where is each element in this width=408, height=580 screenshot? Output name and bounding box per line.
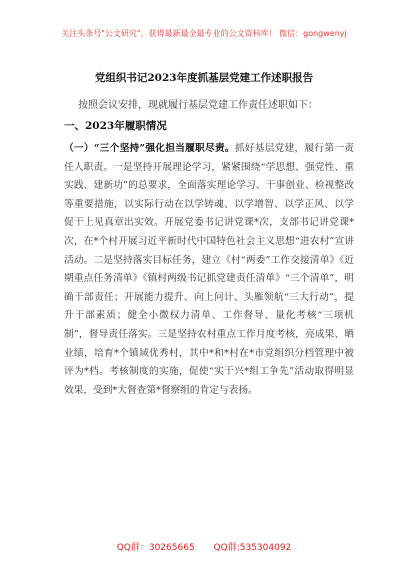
promo-banner: 关注头条号"公文研究"，获得最新最全最专业的公文资料库！ 微信：gongwenyj bbox=[61, 29, 347, 38]
subsection-heading: （一）“三个坚持”强化担当履职尽责。 bbox=[64, 143, 235, 154]
section-heading: 一、2023年履职情况 bbox=[64, 120, 167, 132]
body-text: 抓好基层党建，履行第一责任人职责。一是坚持开展理论学习，紧紧围绕“学思想、强党性、重实践、建新功”的总要求，全面落实理论学习、干事创业、检视整改等重要措施，以实际行动在以学铸魂、以学增智、以学正风、以学促干上见真章出实效。开展党委书记讲党课*次，支部书记讲党课*次，在*个村开展习近平新时代中国特色社会主义思想“进农村”宣讲活动。二是坚持落实目标任务，建立《村“两委”工作交接清单》《近期重点任务清单》《镇村两级书记抓党建责任清单》“三个清单”，明确干部责任；开展能力提升、向上问计、头雁领航“三大行动”，提升干部素质；健全小微权力清单、工作督导、量化考核“三项机制”，督导责任落实。三是坚持农村重点工作月度考核，亮成果、晒业绩，培育*个镇域优秀村，其中*和*村在*市党组织分档管理中被评为*档。考核制度的实施，促使“实干兴*组工争先”活动取得明显效果，受到*大督查第*督察组的肯定与表扬。 bbox=[64, 143, 354, 396]
footer-qq-group-1: QQ群：30265665 bbox=[116, 543, 195, 553]
footer-qq-groups bbox=[0, 540, 408, 553]
document-title: 党组织书记2023年度抓基层党建工作述职报告 bbox=[94, 72, 314, 84]
footer-qq-group-2: QQ群:535304092 bbox=[213, 543, 292, 553]
intro-paragraph: 按照会议安排，现就履行基层党建工作责任述职如下： bbox=[78, 100, 318, 111]
body-paragraph bbox=[64, 140, 354, 400]
